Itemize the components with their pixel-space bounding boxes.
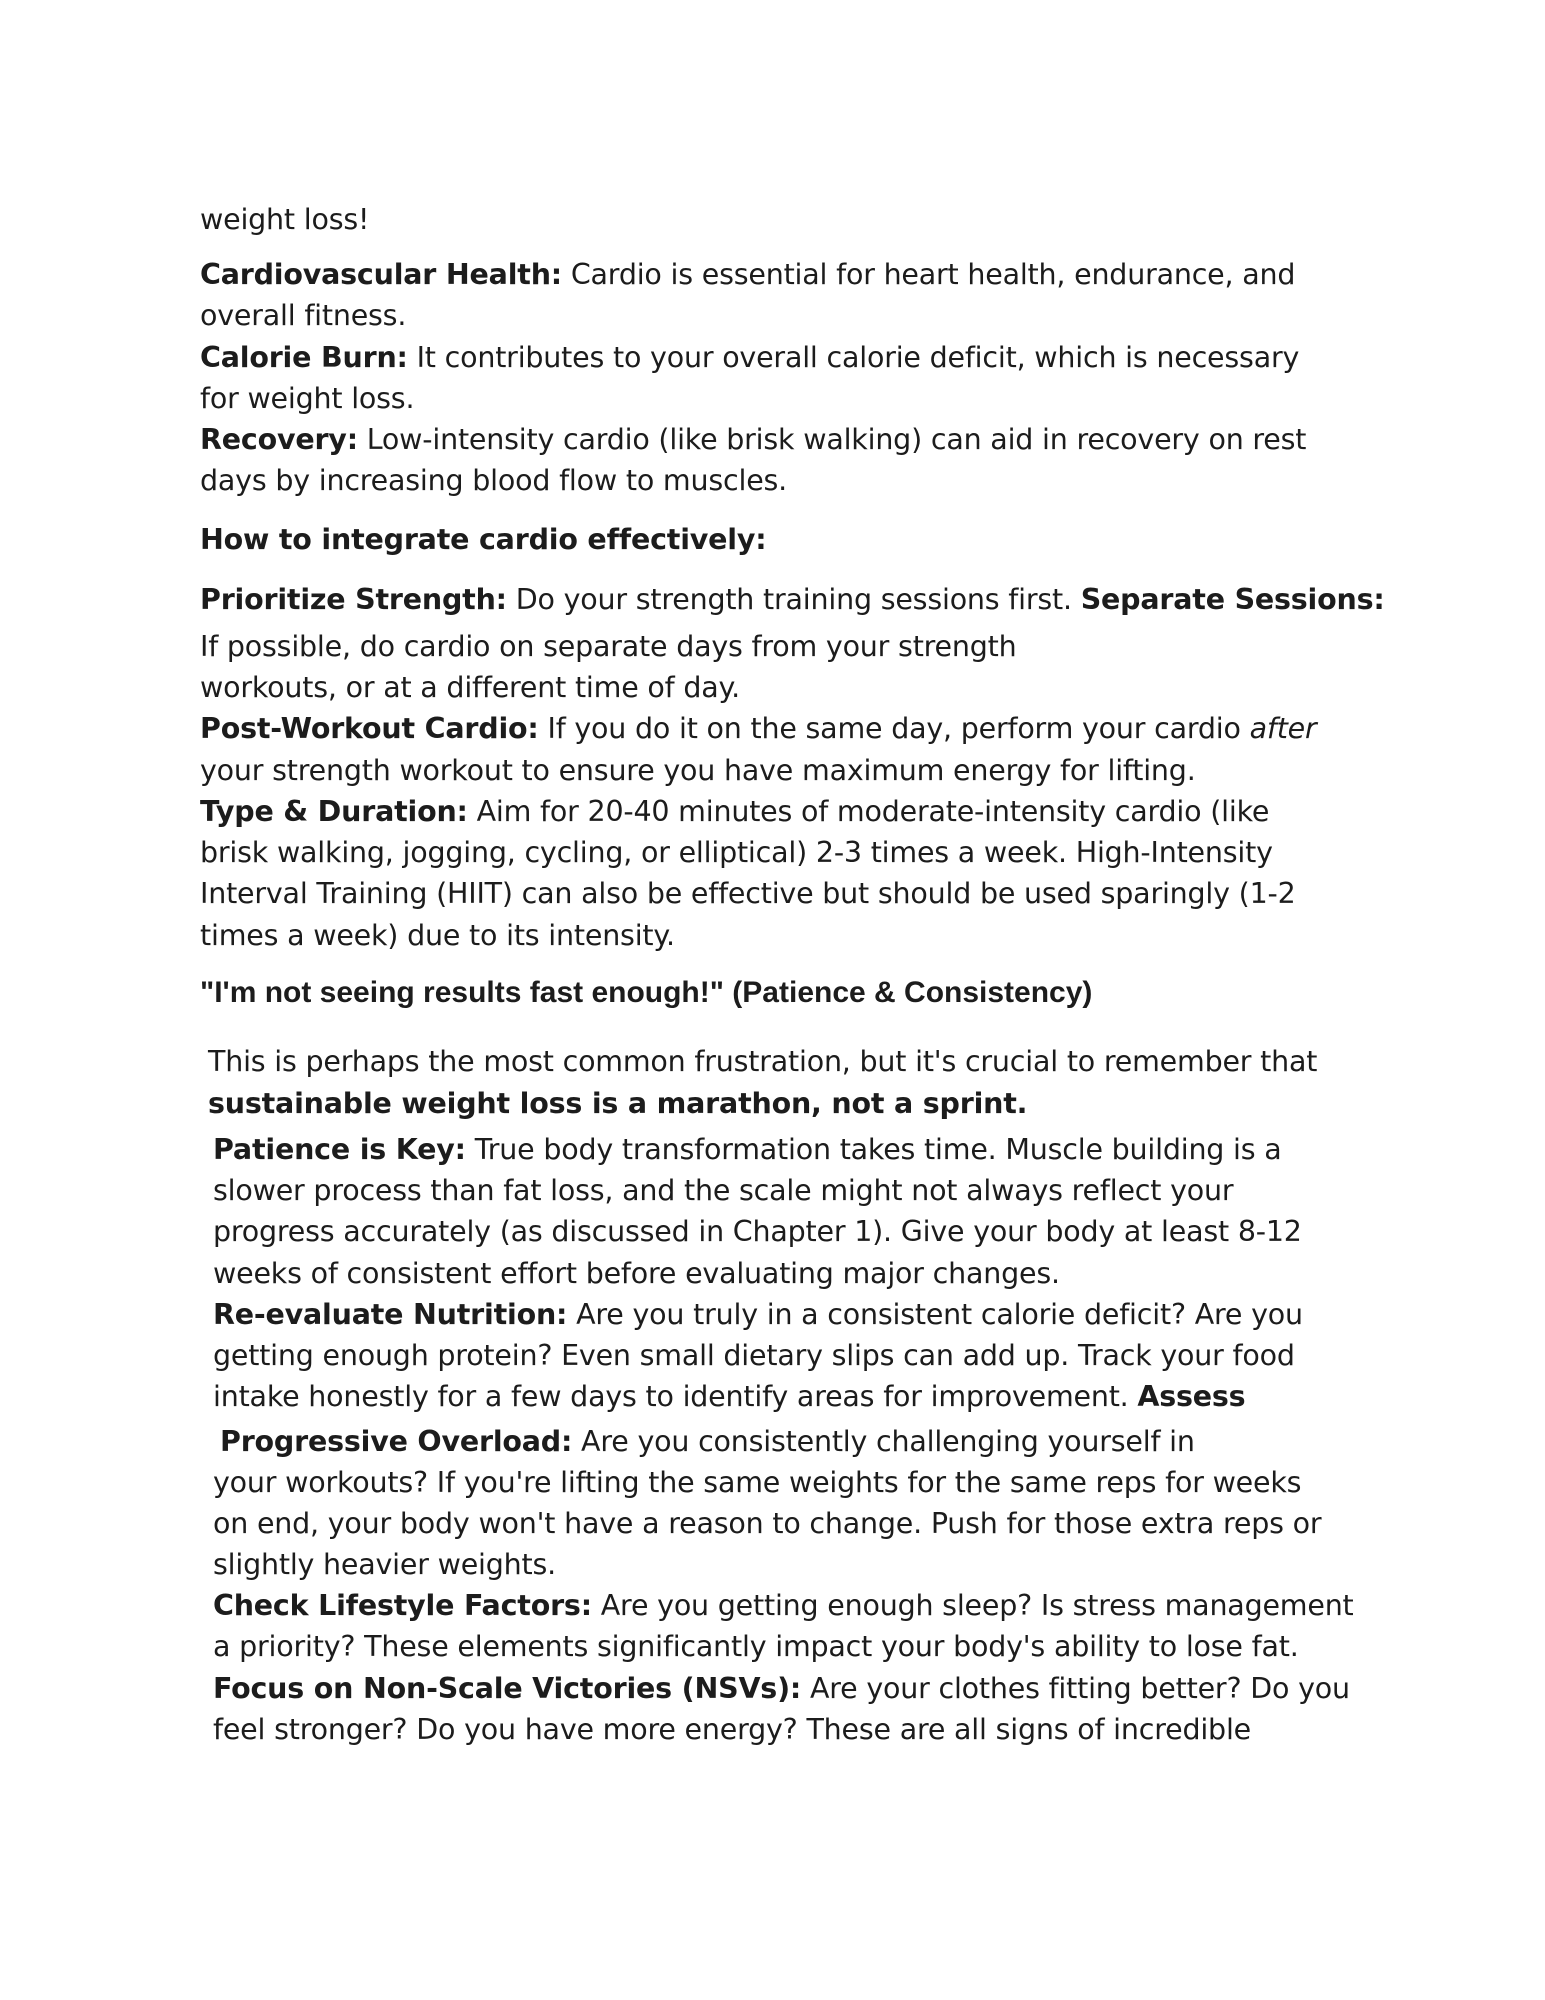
- text-run: your strength workout to ensure you have maximum energy for lifting.: [200, 754, 1196, 787]
- text-run: overall fitness.: [200, 299, 407, 332]
- text-line: [208, 1084, 1027, 1124]
- text-run: Do your strength training sessions first.: [506, 583, 1081, 616]
- text-run: Aim for 20-40 minutes of moderate-intensity cardio (like: [467, 795, 1270, 828]
- text-line: [200, 338, 1299, 378]
- text-run: True body transformation takes time. Muscle building is a: [465, 1133, 1282, 1166]
- bold-term: Cardiovascular Health:: [200, 258, 562, 291]
- text-line: [208, 1042, 1317, 1082]
- text-line: [220, 1422, 1195, 1462]
- text-run: getting enough protein? Even small dietary slips can add up. Track your food: [213, 1339, 1295, 1372]
- text-line: [200, 709, 1317, 749]
- bold-term: sustainable weight loss is a marathon, not a sprint.: [208, 1087, 1028, 1120]
- bold-term: Type & Duration:: [200, 795, 468, 828]
- bold-term: "I'm not seeing results fast enough!" (Patience & Consistency): [200, 976, 1093, 1009]
- text-line: [200, 833, 1273, 873]
- text-run: slower process than fat loss, and the scale might not always reflect your: [213, 1174, 1234, 1207]
- text-run: weeks of consistent effort before evaluating major changes.: [213, 1257, 1060, 1290]
- text-run: slightly heavier weights.: [213, 1548, 557, 1581]
- text-run: for weight loss.: [200, 382, 415, 415]
- bold-term: Assess: [1137, 1380, 1246, 1413]
- text-run: a priority? These elements significantly impact your body's ability to lose fat.: [213, 1630, 1299, 1663]
- text-line: [213, 1254, 1060, 1294]
- text-run: intake honestly for a few days to identify areas for improvement.: [213, 1380, 1138, 1413]
- bold-term: Re-evaluate Nutrition:: [213, 1298, 568, 1331]
- text-run: Interval Training (HIIT) can also be effective but should be used sparingly (1-2: [200, 877, 1296, 910]
- text-run: weight loss!: [200, 203, 370, 236]
- text-line: [213, 1586, 1354, 1626]
- text-run: It contributes to your overall calorie deficit, which is necessary: [407, 341, 1300, 374]
- text-run: Are you consistently challenging yourself in: [572, 1425, 1195, 1458]
- bold-term: Progressive Overload:: [220, 1425, 573, 1458]
- text-line: [213, 1710, 1251, 1750]
- text-run: Low-intensity cardio (like brisk walking) can aid in recovery on rest: [357, 423, 1307, 456]
- text-run: your workouts? If you're lifting the same weights for the same reps for weeks: [213, 1466, 1302, 1499]
- text-line: [200, 580, 1385, 620]
- text-line: [200, 751, 1196, 791]
- text-run: Are you getting enough sleep? Is stress management: [591, 1589, 1354, 1622]
- bold-term: Patience is Key:: [213, 1133, 466, 1166]
- text-line: [213, 1377, 1245, 1417]
- text-line: [200, 874, 1296, 914]
- text-run: Cardio is essential for heart health, endurance, and: [561, 258, 1296, 291]
- text-line: [213, 1171, 1233, 1211]
- text-line: [213, 1545, 556, 1585]
- text-run: Are your clothes fitting better? Do you: [801, 1672, 1350, 1705]
- text-run: times a week) due to its intensity.: [200, 919, 675, 952]
- text-run: If you do it on the same day, perform your cardio: [538, 712, 1250, 745]
- bold-term: Check Lifestyle Factors:: [213, 1589, 592, 1622]
- text-run: This is perhaps the most common frustration, but it's crucial to remember that: [208, 1045, 1318, 1078]
- text-line: [200, 668, 740, 708]
- text-run: on end, your body won't have a reason to change. Push for those extra reps or: [213, 1507, 1322, 1540]
- text-run: workouts, or at a different time of day.: [200, 671, 740, 704]
- text-line: [200, 420, 1306, 460]
- bold-term: How to integrate cardio effectively:: [200, 523, 767, 556]
- text-run: If possible, do cardio on separate days from your strength: [200, 630, 1017, 663]
- text-run: days by increasing blood flow to muscles.: [200, 464, 788, 497]
- text-line: [213, 1627, 1299, 1667]
- bold-term: Recovery:: [200, 423, 358, 456]
- bold-term: Post-Workout Cardio:: [200, 712, 539, 745]
- text-line: [200, 379, 414, 419]
- text-line: [213, 1336, 1295, 1376]
- text-line: [213, 1130, 1282, 1170]
- bold-term: Separate Sessions:: [1080, 583, 1385, 616]
- bold-term: Focus on Non-Scale Victories (NSVs):: [213, 1672, 802, 1705]
- bold-term: Calorie Burn:: [200, 341, 408, 374]
- emphasis: after: [1249, 712, 1317, 745]
- text-line: [213, 1212, 1302, 1252]
- text-line: [200, 296, 406, 336]
- text-line: [213, 1295, 1303, 1335]
- text-line: [200, 461, 787, 501]
- text-line: [200, 792, 1269, 832]
- text-line: [200, 627, 1017, 667]
- text-line: [213, 1669, 1350, 1709]
- text-run: progress accurately (as discussed in Chapter 1). Give your body at least 8-12: [213, 1215, 1302, 1248]
- text-run: Are you truly in a consistent calorie deficit? Are you: [567, 1298, 1303, 1331]
- text-line: [213, 1463, 1301, 1503]
- bold-term: Prioritize Strength:: [200, 583, 507, 616]
- text-line: [213, 1504, 1321, 1544]
- text-line: [200, 916, 675, 956]
- text-run: feel stronger? Do you have more energy? These are all signs of incredible: [213, 1713, 1251, 1746]
- text-line: [200, 200, 369, 240]
- text-line: [200, 520, 766, 560]
- text-line: [200, 973, 1092, 1013]
- text-line: [200, 255, 1295, 295]
- text-run: brisk walking, jogging, cycling, or elliptical) 2-3 times a week. High-Intensity: [200, 836, 1273, 869]
